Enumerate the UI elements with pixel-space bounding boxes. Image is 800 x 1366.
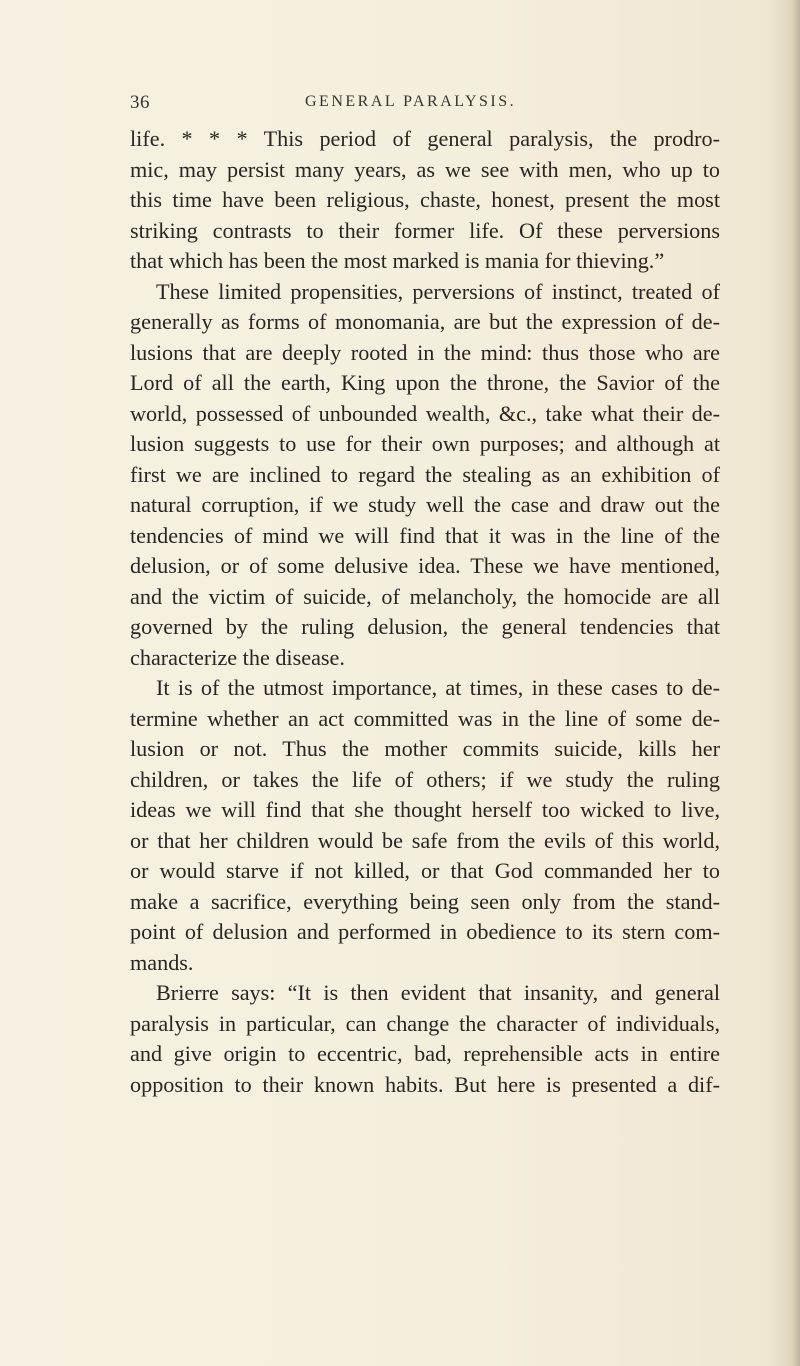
text-line: lusion or not. Thus the mother commits suicide, kills her bbox=[130, 736, 720, 761]
text-line: termine whether an act committed was in the line of some de- bbox=[130, 705, 720, 731]
page-number: 36 bbox=[130, 92, 150, 113]
text-line: and the victim of suicide, of melancholy, the homocide are all bbox=[130, 583, 720, 609]
text-line: make a sacrifice, everything being seen only from the stand- bbox=[130, 888, 720, 914]
text-line: children, or takes the life of others; if we study the ruling bbox=[130, 766, 720, 792]
text-line: It is of the utmost importance, at times, in these cases to de- bbox=[156, 675, 720, 700]
text-line: These limited propensities, perversions of instinct, treated of bbox=[156, 278, 720, 304]
text-line: lusions that are deeply rooted in the mind: thus those who are bbox=[130, 339, 720, 365]
text-line: Brierre says: “It is then evident that insanity, and general bbox=[156, 980, 720, 1005]
text-line: that which has been the most marked is mania for thieving.” bbox=[130, 248, 665, 273]
body-text bbox=[130, 124, 720, 1100]
text-line: world, possessed of unbounded wealth, &c., take what their de- bbox=[130, 400, 720, 426]
text-line: governed by the ruling delusion, the general tendencies that bbox=[130, 614, 720, 639]
text-line: Lord of all the earth, King upon the throne, the Savior of the bbox=[130, 370, 720, 395]
text-line: lusion suggests to use for their own purposes; and although at bbox=[130, 431, 720, 456]
text-line: or would starve if not killed, or that God commanded her to bbox=[130, 858, 720, 883]
text-line: mic, may persist many years, as we see with men, who up to bbox=[130, 156, 720, 182]
text-line: mands. bbox=[130, 949, 194, 975]
text-line: ideas we will find that she thought herself too wicked to live, bbox=[130, 797, 720, 822]
text-line: delusion, or of some delusive idea. These we have mentioned, bbox=[130, 553, 720, 578]
running-title: GENERAL PARALYSIS. bbox=[305, 93, 517, 110]
text-line: generally as forms of monomania, are but the expression of de- bbox=[130, 309, 720, 334]
text-line: paralysis in particular, can change the character of individuals, bbox=[130, 1010, 720, 1036]
text-line: or that her children would be safe from the evils of this world, bbox=[130, 827, 720, 853]
text-line: point of delusion and performed in obedience to its stern com- bbox=[130, 919, 720, 944]
text-line: first we are inclined to regard the stealing as an exhibition of bbox=[130, 461, 720, 487]
running-head bbox=[130, 92, 730, 116]
page-edge-shadow bbox=[792, 0, 800, 1366]
text-line: opposition to their known habits. But here is presented a dif- bbox=[130, 1071, 720, 1097]
text-line: this time have been religious, chaste, honest, present the most bbox=[130, 187, 720, 212]
text-line: life. * * * This period of general paralysis, the prodro- bbox=[130, 126, 720, 151]
text-line: and give origin to eccentric, bad, reprehensible acts in entire bbox=[130, 1041, 720, 1066]
text-line: striking contrasts to their former life. Of these perversions bbox=[130, 217, 720, 243]
text-line: tendencies of mind we will find that it was in the line of the bbox=[130, 522, 720, 548]
text-line: natural corruption, if we study well the case and draw out the bbox=[130, 492, 720, 517]
text-line: characterize the disease. bbox=[130, 644, 345, 670]
